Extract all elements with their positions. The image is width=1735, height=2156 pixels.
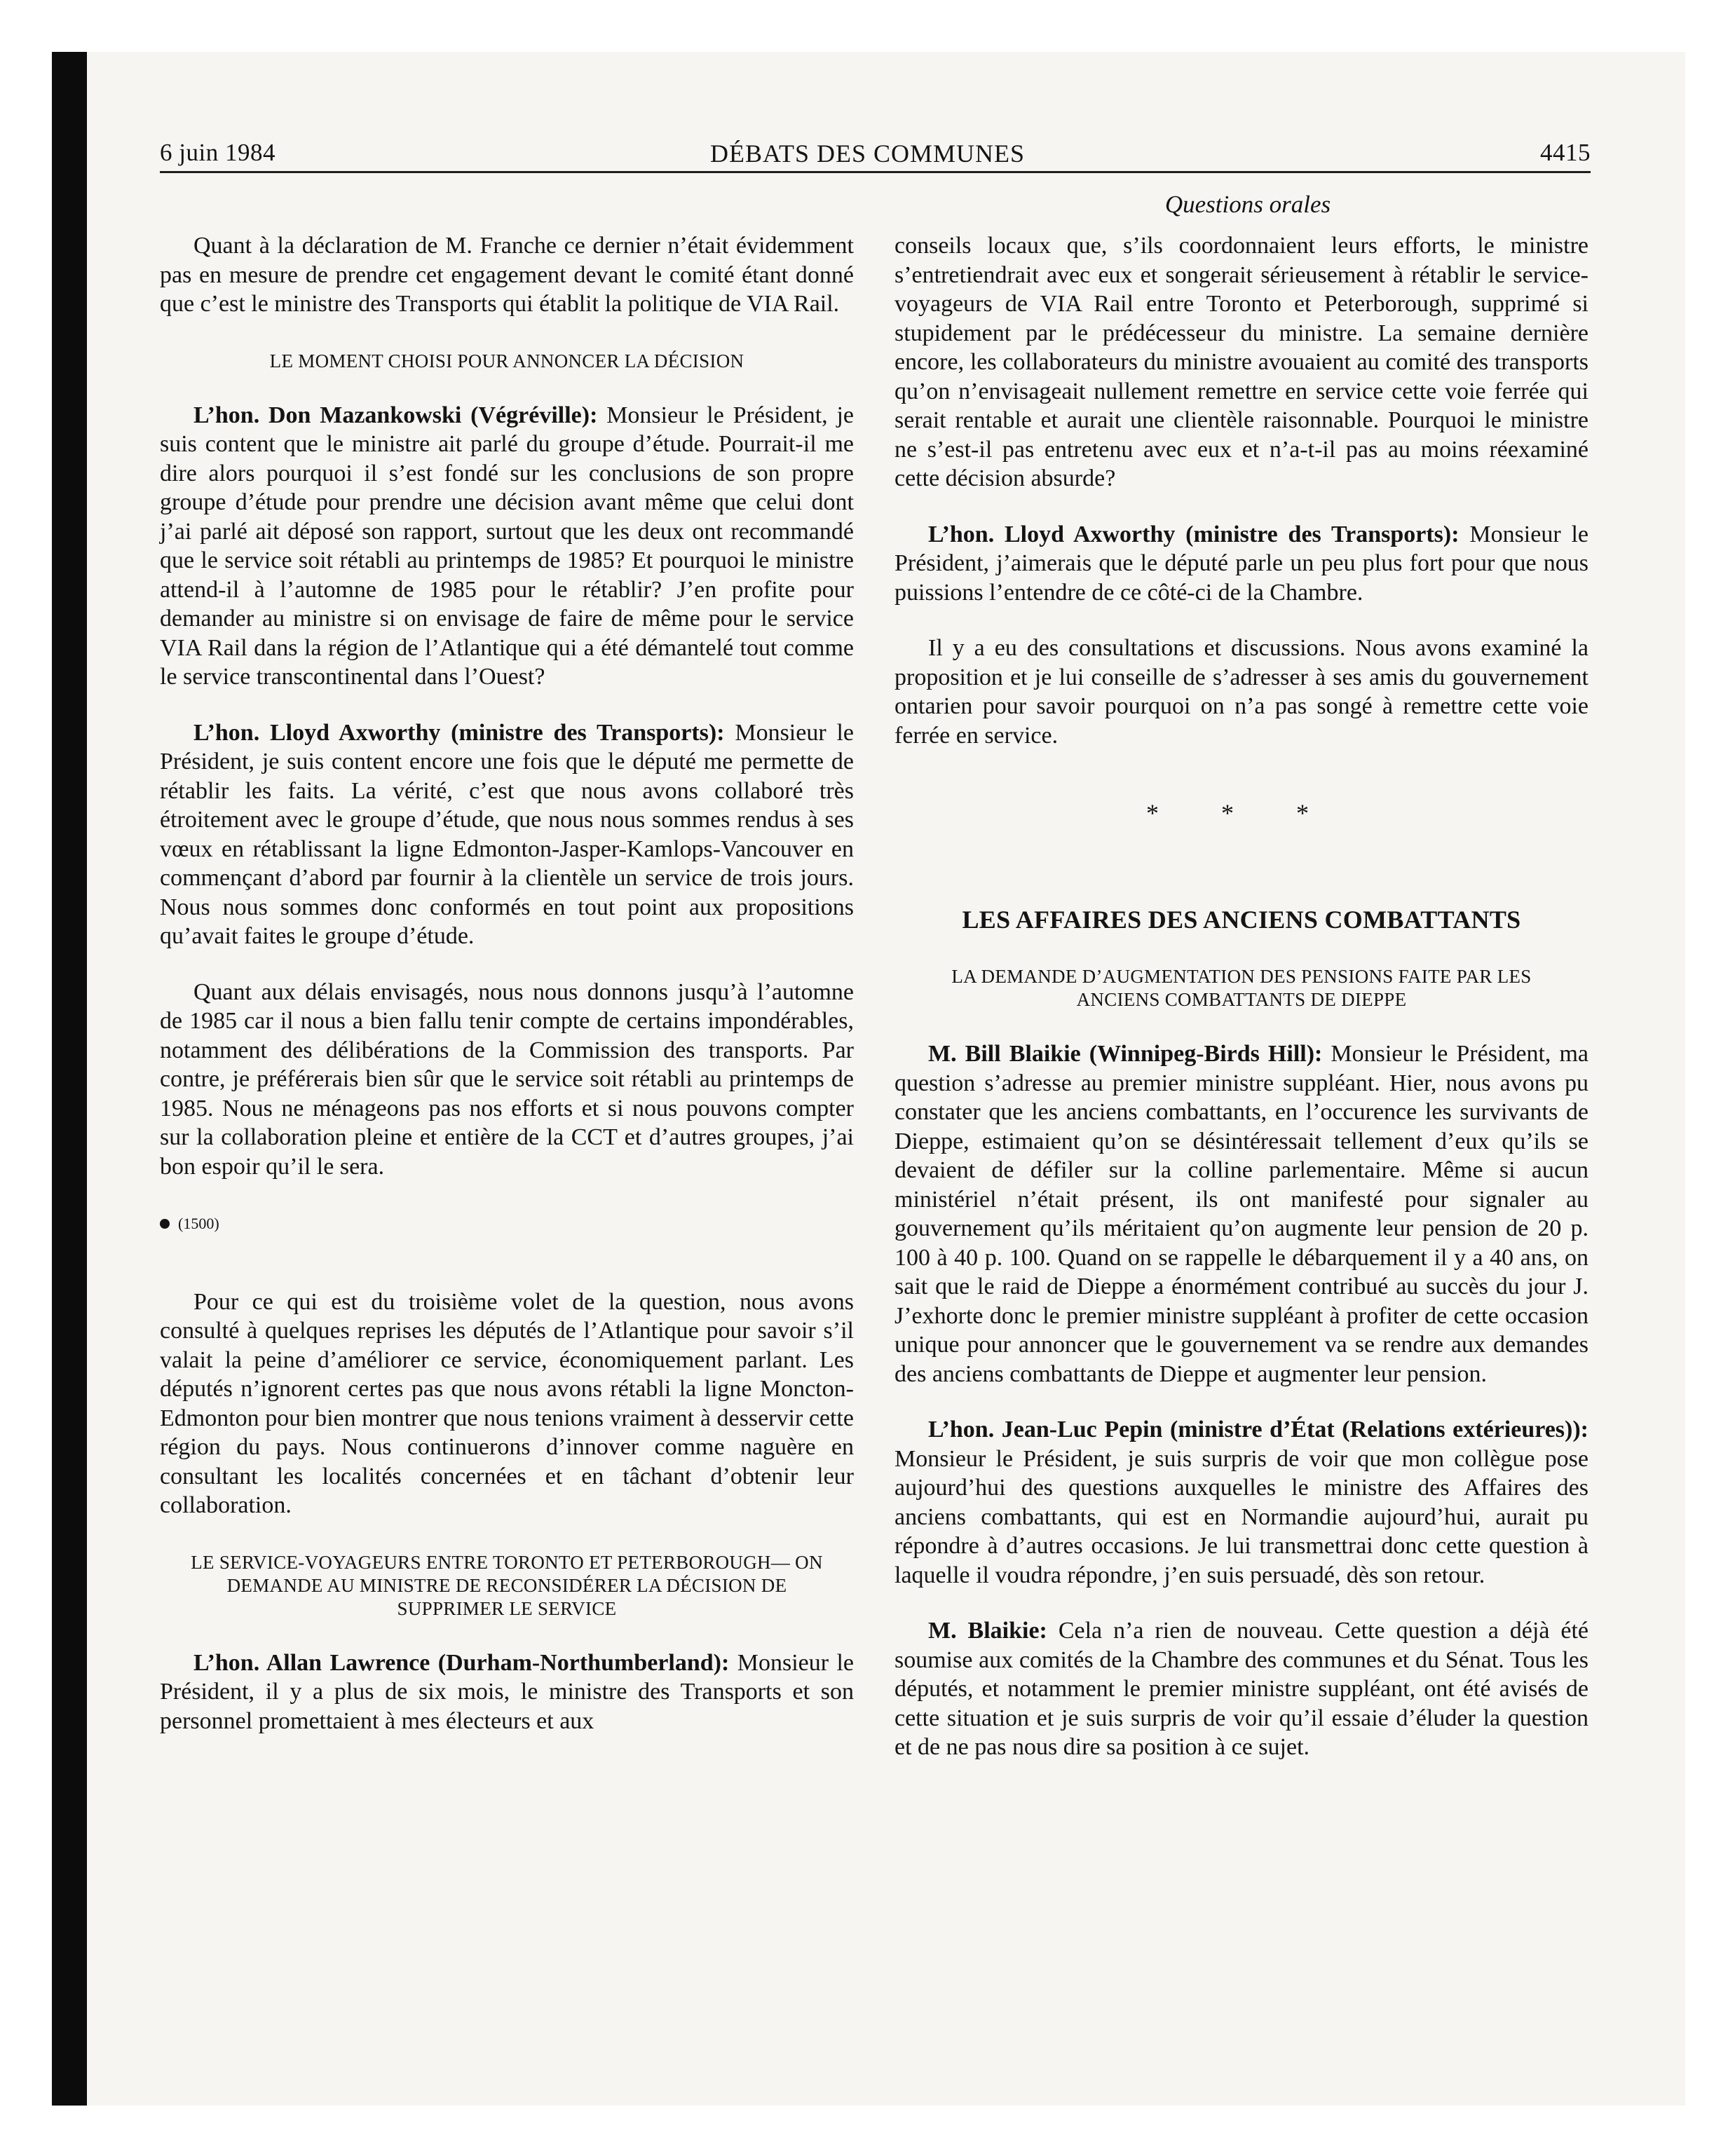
right-column bbox=[894, 231, 1588, 1789]
speaker-name: L’hon. Lloyd Axworthy (ministre des Transports): bbox=[928, 521, 1460, 547]
speech-text: Monsieur le Président, il y a plus de six mois, le ministre des Transports et son personnel promettaient à mes électeurs et aux bbox=[160, 1649, 854, 1734]
subheading: LA DEMANDE D’AUGMENTATION DES PENSIONS FAITE PAR LES ANCIENS COMBATTANTS DE DIEPPE bbox=[951, 966, 1532, 1010]
paragraph bbox=[894, 1039, 1588, 1389]
speaker-name: M. Bill Blaikie (Winnipeg-Birds Hill): bbox=[928, 1041, 1323, 1067]
scan-edge bbox=[52, 52, 87, 2106]
paragraph: Il y a eu des consultations et discussions. Nous avons examiné la proposition et je lui conseille de s’adresser à ses amis du gouvernement ontarien pour savoir pourquoi on n’a pas songé à remettre cette voie ferrée en service. bbox=[894, 635, 1588, 749]
paragraph bbox=[894, 1415, 1588, 1590]
speech-text: Monsieur le Président, je suis content que le ministre ait parlé du groupe d’étude. Pourrait-il me dire alors pourquoi il s’est fondé sur les conclusions de son propre groupe d’étude pour prendre une décision avant même que celui dont j’ai parlé ait déposé son rapport, surtout que les deux ont recommandé que le service soit rétabli au printemps de 1985? Et pourquoi le ministre attend-il à l’automne de 1985 pour le rétablir? J’en profite pour demander au ministre si on envisage de faire de même pour le service VIA Rail dans la région de l’Atlantique qui a été démantelé tout comme le service transcontinental dans l’Ouest? bbox=[160, 402, 855, 690]
time-marker bbox=[160, 1209, 854, 1239]
subheading: LE SERVICE-VOYAGEURS ENTRE TORONTO ET PETERBOROUGH— ON DEMANDE AU MINISTRE DE RECONSIDÉRER LA DÉCISION DE SUPPRIMER LE SERVICE bbox=[191, 1551, 823, 1619]
speech-text: Monsieur le Président, ma question s’adresse au premier ministre suppléant. Hier, nous avons pu constater que les anciens combattants, en l’occurence les survivants de Dieppe, estimaient qu’on se désintéressait tellement d’eux qu’ils se devaient de défiler sur la colline parlementaire. Même si aucun ministériel n’était présent, ils ont manifesté pour signaler au gouvernement qu’ils méritaient qu’on augmente leur pension de 20 p. 100 à 40 p. 100. Quand on se rappelle le débarquement il y a 40 ans, on sait que le raid de Dieppe a énormément contribué au succès du jour J. J’exhorte donc le premier ministre suppléant à profiter de cette occasion unique pour annoncer que le gouvernement va se rendre aux demandes des anciens combattants de Dieppe et augmenter leur pension. bbox=[894, 1041, 1588, 1387]
scan-margin bbox=[52, 2106, 1685, 2156]
speech-text: Cela n’a rien de nouveau. Cette question a déjà été soumise aux comités de la Chambre des communes et du Sénat. Tous les députés, et notamment le premier ministre suppléant, ont été avisés de cette situation et je suis surpris de voir qu’il essaie d’éluder la question et de ne pas nous dire sa position à ce sujet. bbox=[894, 1618, 1588, 1760]
bullet-icon bbox=[160, 1219, 170, 1229]
speech-text: Monsieur le Président, je suis content encore une fois que le député me permette de rétablir les faits. La vérité, c’est que nous avons collaboré très étroitement avec le groupe d’étude, que nous nous sommes rendus à ses vœux en rétablissant la ligne Edmonton-Jasper-Kamlops-Vancouver en commençant d’abord par fournir à la clientèle un service de trois jours. Nous nous sommes donc conformés en tout point aux propositions qu’avait faites le groupe d’étude. bbox=[160, 719, 854, 949]
speaker-name: M. Blaikie: bbox=[928, 1618, 1047, 1644]
left-column bbox=[160, 231, 854, 1762]
speech-text: Monsieur le Président, j’aimerais que le député parle un peu plus fort pour que nous puissions l’entendre de ce côté-ci de la Chambre. bbox=[894, 521, 1588, 606]
paragraph: Pour ce qui est du troisième volet de la question, nous avons consulté à quelques reprises les députés de l’Atlantique pour savoir s’il valait la peine d’améliorer ce service, économiquement parlant. Les députés n’ignorent certes pas que nous avons rétabli la ligne Moncton-Edmonton pour bien montrer que nous tenions vraiment à desservir cette région du pays. Nous continuerons d’innover comme naguère en consultant les localités concernées et en tâchant d’obtenir leur collaboration. bbox=[160, 1288, 854, 1518]
paragraph bbox=[160, 718, 854, 951]
header-date: 6 juin 1984 bbox=[160, 139, 275, 166]
speaker-name: L’hon. Allan Lawrence (Durham-Northumberland): bbox=[193, 1649, 730, 1676]
section-label: Questions orales bbox=[1164, 191, 1331, 218]
speech-text: Monsieur le Président, je suis surpris de voir que mon collègue pose aujourd’hui des questions auxquelles le ministre des Affaires des anciens combattants, qui est en Normandie aujourd’hui, aurait pu répondre à d’autres occasions. Je lui transmettrai donc cette question à laquelle il voudra répondre, j’en suis persuadé, dès son retour. bbox=[894, 1445, 1588, 1588]
paragraph bbox=[160, 401, 854, 692]
header-title: DÉBATS DES COMMUNES bbox=[709, 139, 1026, 168]
speaker-name: L’hon. Lloyd Axworthy (ministre des Transports): bbox=[193, 719, 725, 746]
paragraph: Quant aux délais envisagés, nous nous donnons jusqu’à l’automne de 1985 car il nous a bien fallu tenir compte de certains impondérables, notamment des délibérations de la Commission des transports. Par contre, je préférerais bien sûr que le service soit rétabli au printemps de 1985. Nous ne ménageons pas nos efforts et si nous pouvons compter sur la collaboration pleine et entière de la CCT et d’autres groupes, j’ai bon espoir qu’il le sera. bbox=[160, 978, 854, 1180]
paragraph bbox=[894, 520, 1588, 608]
paragraph bbox=[160, 1649, 854, 1736]
header-rule bbox=[160, 171, 1591, 173]
speaker-name: L’hon. Don Mazankowski (Végréville): bbox=[193, 402, 598, 428]
paragraph: Quant à la déclaration de M. Franche ce dernier n’était évidemment pas en mesure de prendre cet engagement devant le comité étant donné que c’est le ministre des Transports qui établit la politique de VIA Rail. bbox=[160, 233, 854, 317]
page-number: 4415 bbox=[1540, 139, 1591, 166]
section-title: LES AFFAIRES DES ANCIENS COMBATTANTS bbox=[962, 905, 1521, 934]
paragraph bbox=[894, 1616, 1588, 1762]
section-separator: * * * bbox=[1146, 799, 1337, 827]
paragraph: conseils locaux que, s’ils coordonnaient leurs efforts, le ministre s’entretiendrait avec eux et songerait sérieusement à rétablir le service-voyageurs de VIA Rail entre Toronto et Peterborough, supprimé si stupidement par le prédécesseur du ministre. La semaine dernière encore, les collaborateurs du ministre avouaient au comité des transports qu’on n’envisageait nullement remettre en service cette voie ferrée qui serait rentable et aurait une clientèle raisonnable. Pourquoi le ministre ne s’est-il pas entretenu avec eux et n’a-t-il pas au moins réexaminé cette décision absurde? bbox=[894, 233, 1588, 491]
time-marker-text: (1500) bbox=[178, 1215, 219, 1232]
subheading: LE MOMENT CHOISI POUR ANNONCER LA DÉCISION bbox=[269, 350, 744, 371]
speaker-name: L’hon. Jean-Luc Pepin (ministre d’État (Relations extérieures)): bbox=[928, 1417, 1588, 1442]
